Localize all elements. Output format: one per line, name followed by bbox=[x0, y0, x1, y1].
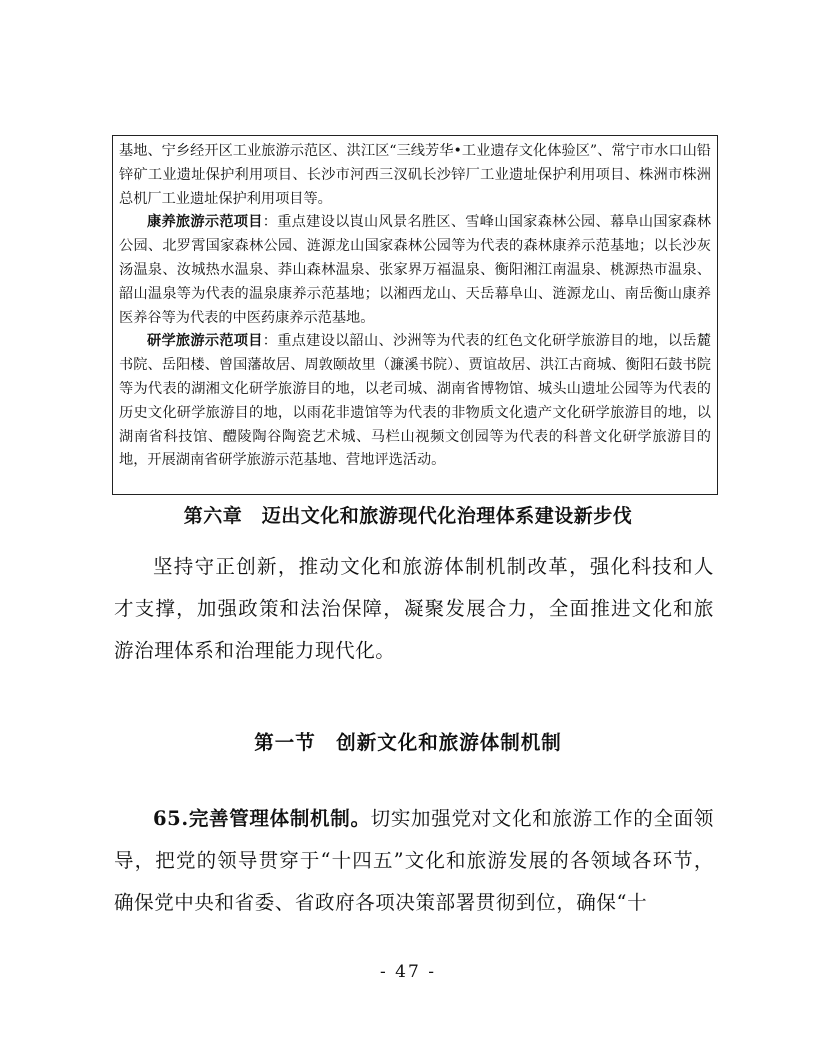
wellness-text: ：重点建设以崀山风景名胜区、雪峰山国家森林公园、幕阜山国家森林公园、北罗霄国家森林公园、涟源龙山国家森林公园等为代表的森林康养示范基地；以长沙灰汤温泉、汝城热水温泉、莽山森林温泉、张家界万福温泉、衡阳湘江南温泉、桃源热市温泉、韶山温泉等为代表的温泉康养示范基地；以湘西龙山、天岳幕阜山、涟源龙山、南岳衡山康养医养谷等为代表的中医药康养示范基地。 bbox=[119, 214, 711, 326]
highlight-box bbox=[112, 135, 718, 495]
intro-paragraph: 坚持守正创新，推动文化和旅游体制机制改革，强化科技和人才支撑，加强政策和法治保障，凝聚发展合力，全面推进文化和旅游治理体系和治理能力现代化。 bbox=[114, 555, 714, 662]
study-label: 研学旅游示范项目 bbox=[147, 333, 263, 350]
item-65-text: 切实加强党对文化和旅游工作的全面领导，把党的领导贯穿于“十四五”文化和旅游发展的各领域各环节，确保党中央和省委、省政府各项决策部署贯彻到位，确保“十 bbox=[114, 807, 714, 914]
section-title: 第一节 创新文化和旅游体制机制 bbox=[254, 731, 562, 754]
page-number: - 47 - bbox=[380, 962, 436, 982]
box-paragraph-study bbox=[119, 330, 711, 473]
item-65-paragraph bbox=[114, 798, 714, 924]
box-paragraph-industrial: 基地、宁乡经开区工业旅游示范区、洪江区“三线芳华•工业遗存文化体验区”、常宁市水口山铅锌矿工业遗址保护利用项目、长沙市河西三汊矶长沙锌厂工业遗址保护利用项目、株洲市株洲总机厂工业遗址保护利用项目等。 bbox=[119, 143, 711, 207]
study-text: ：重点建设以韶山、沙洲等为代表的红色文化研学旅游目的地，以岳麓书院、岳阳楼、曾国藩故居、周敦颐故里（濂溪书院）、贾谊故居、洪江古商城、衡阳石鼓书院等为代表的湖湘文化研学旅游目的地，以老司城、湖南省博物馆、城头山遗址公园等为代表的历史文化研学旅游目的地，以雨花非遗馆等为代表的非物质文化遗产文化研学旅游目的地，以湖南省科技馆、醴陵陶谷陶瓷艺术城、马栏山视频文创园等为代表的科普文化研学旅游目的地，开展湖南省研学旅游示范基地、营地评选活动。 bbox=[119, 333, 711, 469]
box-paragraph-wellness bbox=[119, 211, 711, 330]
wellness-label: 康养旅游示范项目 bbox=[147, 214, 263, 231]
chapter-title: 第六章 迈出文化和旅游现代化治理体系建设新步伐 bbox=[183, 505, 633, 527]
item-65-label: 65.完善管理体制机制。 bbox=[153, 807, 371, 830]
